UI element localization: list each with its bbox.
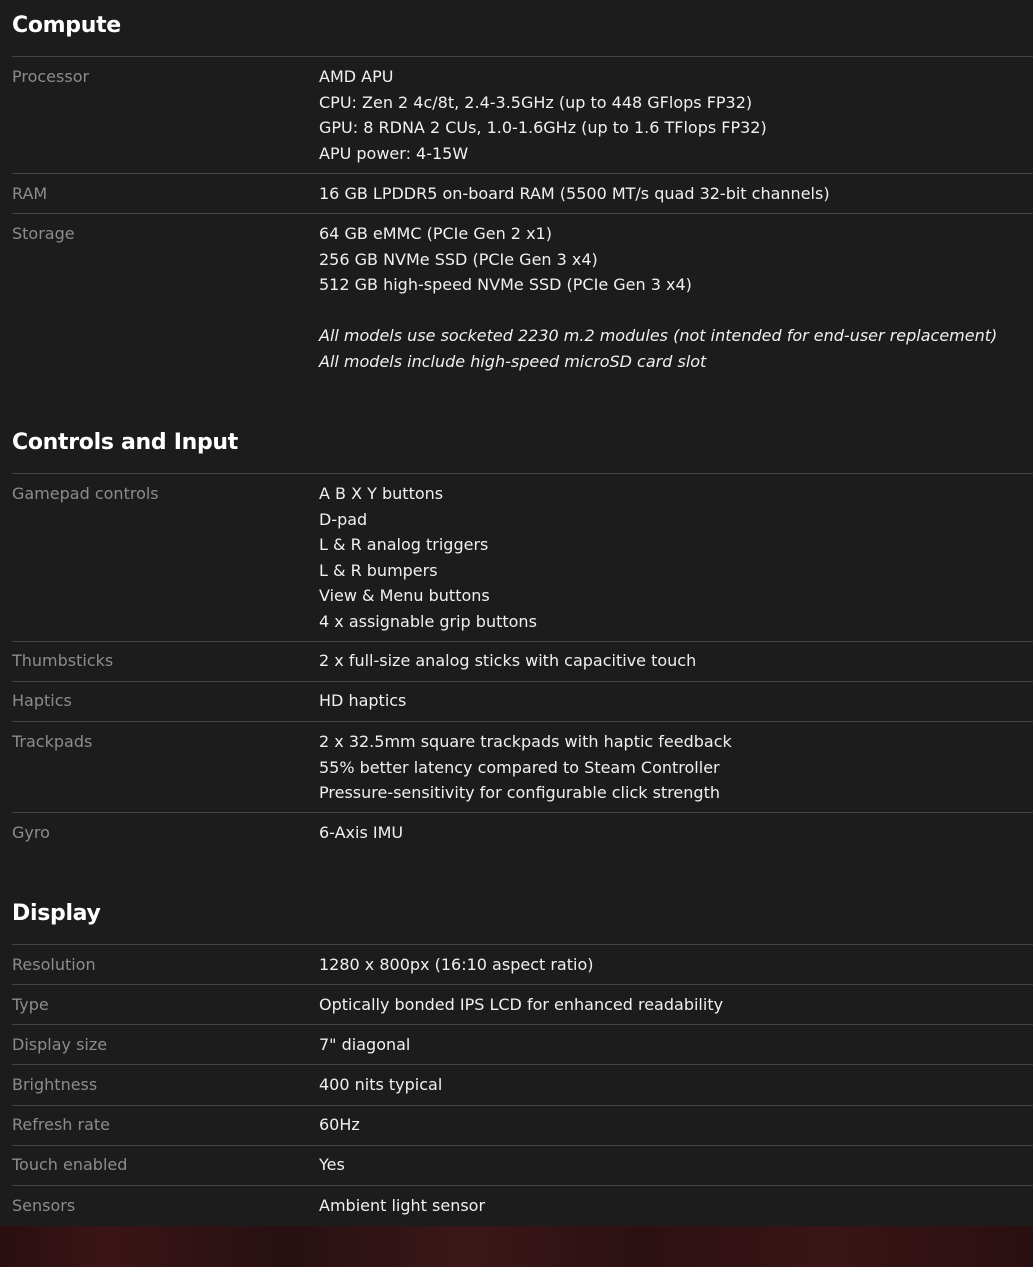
spec-values [319, 648, 696, 674]
section-title-compute: Compute [12, 13, 121, 38]
spec-value: L & R analog triggers [319, 535, 489, 554]
spec-label: Brightness [12, 1075, 98, 1094]
divider [12, 473, 1033, 474]
spec-label: Resolution [12, 955, 96, 974]
spec-label: Storage [12, 224, 75, 243]
spec-values [319, 688, 406, 714]
spec-value: Ambient light sensor [319, 1196, 486, 1215]
spec-value: 1280 x 800px (16:10 aspect ratio) [319, 955, 594, 974]
section-title-display: Display [12, 901, 101, 926]
divider [12, 1185, 1033, 1186]
spec-value: View & Menu buttons [319, 586, 490, 605]
divider [12, 1145, 1033, 1146]
spec-value: 7" diagonal [319, 1035, 411, 1054]
divider [12, 1105, 1033, 1106]
divider [12, 721, 1033, 722]
divider [12, 944, 1033, 945]
divider [12, 213, 1033, 214]
spec-label: Gamepad controls [12, 484, 159, 503]
section-title-controls: Controls and Input [12, 430, 238, 455]
spec-value: CPU: Zen 2 4c/8t, 2.4-3.5GHz (up to 448 GFlops FP32) [319, 92, 753, 112]
spec-label: RAM [12, 184, 48, 203]
spec-label: Processor [12, 67, 90, 86]
spec-value: 256 GB NVMe SSD (PCIe Gen 3 x4) [319, 249, 598, 269]
spec-value: L & R bumpers [319, 560, 438, 580]
spec-label: Refresh rate [12, 1115, 111, 1134]
spec-value: APU power: 4-15W [319, 143, 469, 163]
spec-label: Thumbsticks [12, 651, 114, 670]
spec-value: 2 x 32.5mm square trackpads with haptic feedback [319, 732, 732, 751]
divider [12, 681, 1033, 682]
spec-value: 60Hz [319, 1115, 360, 1134]
background-strip [0, 1226, 1033, 1267]
spec-values [319, 221, 997, 374]
spec-values [319, 1072, 442, 1098]
spec-label: Haptics [12, 691, 72, 710]
divider [12, 1064, 1033, 1065]
spec-values [319, 729, 732, 806]
spacer [319, 298, 997, 324]
divider [12, 56, 1033, 57]
spec-label: Sensors [12, 1196, 76, 1215]
spec-values [319, 820, 403, 846]
spec-value: GPU: 8 RDNA 2 CUs, 1.0-1.6GHz (up to 1.6 TFlops FP32) [319, 118, 767, 137]
spec-label: Display size [12, 1035, 108, 1054]
spec-value: 512 GB high-speed NVMe SSD (PCIe Gen 3 x4) [319, 275, 692, 294]
spec-note: All models include high-speed microSD card slot [319, 351, 707, 371]
spec-value: HD haptics [319, 691, 407, 710]
spec-values [319, 1152, 345, 1178]
spec-values [319, 1112, 360, 1138]
spec-value: AMD APU [319, 67, 394, 86]
spec-value: Optically bonded IPS LCD for enhanced readability [319, 995, 724, 1014]
spec-values [319, 992, 723, 1018]
spec-value: Yes [319, 1155, 345, 1174]
divider [12, 812, 1033, 813]
spec-value: 64 GB eMMC (PCIe Gen 2 x1) [319, 224, 552, 243]
spec-value: 2 x full-size analog sticks with capacitive touch [319, 651, 697, 670]
spec-values [319, 181, 830, 207]
spec-label: Trackpads [12, 732, 93, 751]
spec-label: Type [12, 995, 49, 1014]
spec-values [319, 64, 767, 166]
spec-value: A B X Y buttons [319, 484, 444, 503]
spec-value: Pressure-sensitivity for configurable click strength [319, 783, 720, 802]
spec-value: D-pad [319, 509, 368, 529]
spec-label: Touch enabled [12, 1155, 128, 1174]
spec-values [319, 952, 593, 978]
spec-value: 16 GB LPDDR5 on-board RAM (5500 MT/s quad 32-bit channels) [319, 184, 830, 203]
spec-note: All models use socketed 2230 m.2 modules (not intended for end-user replacement) [319, 326, 998, 345]
spec-label: Gyro [12, 823, 50, 842]
spec-value: 400 nits typical [319, 1075, 443, 1094]
spec-value: 55% better latency compared to Steam Controller [319, 757, 720, 777]
spec-value: 4 x assignable grip buttons [319, 611, 537, 631]
spec-values [319, 481, 537, 634]
divider [12, 1024, 1033, 1025]
spec-values [319, 1032, 410, 1058]
divider [12, 641, 1033, 642]
divider [12, 984, 1033, 985]
spec-value: 6-Axis IMU [319, 823, 404, 842]
divider [12, 173, 1033, 174]
spec-values [319, 1193, 485, 1219]
